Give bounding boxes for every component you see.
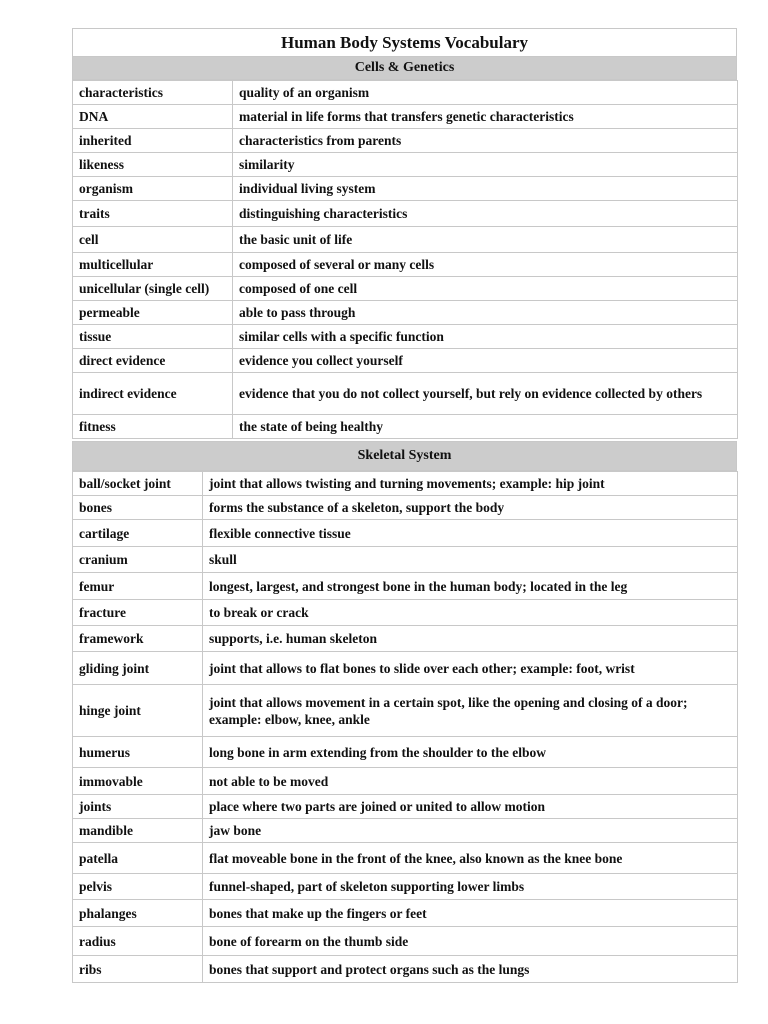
vocabulary-term: joints xyxy=(73,795,203,819)
table-row xyxy=(73,600,738,626)
vocabulary-term: phalanges xyxy=(73,900,203,927)
vocabulary-term: indirect evidence xyxy=(73,373,233,415)
document-title: Human Body Systems Vocabulary xyxy=(72,28,737,56)
vocabulary-term: cell xyxy=(73,227,233,253)
skeletal-system-table xyxy=(72,471,738,983)
vocabulary-definition: forms the substance of a skeleton, support the body xyxy=(203,496,738,520)
table-row xyxy=(73,153,738,177)
vocabulary-definition: quality of an organism xyxy=(233,81,738,105)
vocabulary-definition: individual living system xyxy=(233,177,738,201)
vocabulary-definition: characteristics from parents xyxy=(233,129,738,153)
vocabulary-definition: material in life forms that transfers genetic characteristics xyxy=(233,105,738,129)
table-row xyxy=(73,301,738,325)
table-row xyxy=(73,373,738,415)
table-row xyxy=(73,573,738,600)
table-row xyxy=(73,227,738,253)
table-row xyxy=(73,685,738,737)
table-row xyxy=(73,415,738,439)
vocabulary-definition: joint that allows movement in a certain spot, like the opening and closing of a door; example: elbow, knee, ankle xyxy=(203,685,738,737)
cells-genetics-table xyxy=(72,80,738,439)
table-row xyxy=(73,105,738,129)
table-row xyxy=(73,496,738,520)
vocabulary-term: characteristics xyxy=(73,81,233,105)
table-row xyxy=(73,129,738,153)
vocabulary-definition: flexible connective tissue xyxy=(203,520,738,547)
vocabulary-term: likeness xyxy=(73,153,233,177)
vocabulary-definition: supports, i.e. human skeleton xyxy=(203,626,738,652)
vocabulary-definition: flat moveable bone in the front of the knee, also known as the knee bone xyxy=(203,843,738,874)
vocabulary-definition: place where two parts are joined or united to allow motion xyxy=(203,795,738,819)
vocabulary-term: femur xyxy=(73,573,203,600)
vocabulary-definition: evidence you collect yourself xyxy=(233,349,738,373)
vocabulary-definition: joint that allows to flat bones to slide over each other; example: foot, wrist xyxy=(203,652,738,685)
table-row xyxy=(73,874,738,900)
table-row xyxy=(73,472,738,496)
vocabulary-definition: distinguishing characteristics xyxy=(233,201,738,227)
vocabulary-definition: the state of being healthy xyxy=(233,415,738,439)
vocabulary-definition: skull xyxy=(203,547,738,573)
table-row xyxy=(73,626,738,652)
table-row xyxy=(73,795,738,819)
table-row xyxy=(73,956,738,983)
vocabulary-definition: bones that support and protect organs such as the lungs xyxy=(203,956,738,983)
vocabulary-term: immovable xyxy=(73,768,203,795)
table-row xyxy=(73,547,738,573)
vocabulary-term: fracture xyxy=(73,600,203,626)
vocabulary-definition: not able to be moved xyxy=(203,768,738,795)
vocabulary-definition: the basic unit of life xyxy=(233,227,738,253)
vocabulary-term: bones xyxy=(73,496,203,520)
vocabulary-term: humerus xyxy=(73,737,203,768)
vocabulary-term: pelvis xyxy=(73,874,203,900)
vocabulary-definition: long bone in arm extending from the shoulder to the elbow xyxy=(203,737,738,768)
vocabulary-term: organism xyxy=(73,177,233,201)
vocabulary-term: DNA xyxy=(73,105,233,129)
vocabulary-definition: funnel-shaped, part of skeleton supporting lower limbs xyxy=(203,874,738,900)
table-row xyxy=(73,201,738,227)
table-row xyxy=(73,253,738,277)
vocabulary-definition: able to pass through xyxy=(233,301,738,325)
vocabulary-term: inherited xyxy=(73,129,233,153)
vocabulary-term: radius xyxy=(73,927,203,956)
vocabulary-definition: bones that make up the fingers or feet xyxy=(203,900,738,927)
vocabulary-definition: to break or crack xyxy=(203,600,738,626)
table-row xyxy=(73,81,738,105)
vocabulary-document xyxy=(72,28,737,983)
table-row xyxy=(73,900,738,927)
vocabulary-term: ball/socket joint xyxy=(73,472,203,496)
table-row xyxy=(73,652,738,685)
vocabulary-term: ribs xyxy=(73,956,203,983)
table-row xyxy=(73,819,738,843)
table-row xyxy=(73,927,738,956)
vocabulary-term: patella xyxy=(73,843,203,874)
vocabulary-term: unicellular (single cell) xyxy=(73,277,233,301)
vocabulary-term: traits xyxy=(73,201,233,227)
table-row xyxy=(73,768,738,795)
vocabulary-definition: composed of several or many cells xyxy=(233,253,738,277)
vocabulary-term: multicellular xyxy=(73,253,233,277)
vocabulary-term: tissue xyxy=(73,325,233,349)
section-heading-skeletal-system: Skeletal System xyxy=(72,441,737,471)
vocabulary-definition: similar cells with a specific function xyxy=(233,325,738,349)
vocabulary-definition: joint that allows twisting and turning movements; example: hip joint xyxy=(203,472,738,496)
vocabulary-term: mandible xyxy=(73,819,203,843)
vocabulary-definition: jaw bone xyxy=(203,819,738,843)
vocabulary-term: cranium xyxy=(73,547,203,573)
table-row xyxy=(73,177,738,201)
vocabulary-definition: evidence that you do not collect yourself, but rely on evidence collected by others xyxy=(233,373,738,415)
vocabulary-term: framework xyxy=(73,626,203,652)
table-row xyxy=(73,737,738,768)
vocabulary-definition: longest, largest, and strongest bone in the human body; located in the leg xyxy=(203,573,738,600)
vocabulary-term: hinge joint xyxy=(73,685,203,737)
vocabulary-term: permeable xyxy=(73,301,233,325)
vocabulary-term: cartilage xyxy=(73,520,203,547)
table-row xyxy=(73,325,738,349)
table-row xyxy=(73,277,738,301)
vocabulary-term: fitness xyxy=(73,415,233,439)
section-heading-cells-genetics: Cells & Genetics xyxy=(72,56,737,80)
vocabulary-term: gliding joint xyxy=(73,652,203,685)
vocabulary-definition: composed of one cell xyxy=(233,277,738,301)
vocabulary-definition: similarity xyxy=(233,153,738,177)
table-row xyxy=(73,843,738,874)
vocabulary-definition: bone of forearm on the thumb side xyxy=(203,927,738,956)
table-row xyxy=(73,520,738,547)
vocabulary-term: direct evidence xyxy=(73,349,233,373)
table-row xyxy=(73,349,738,373)
